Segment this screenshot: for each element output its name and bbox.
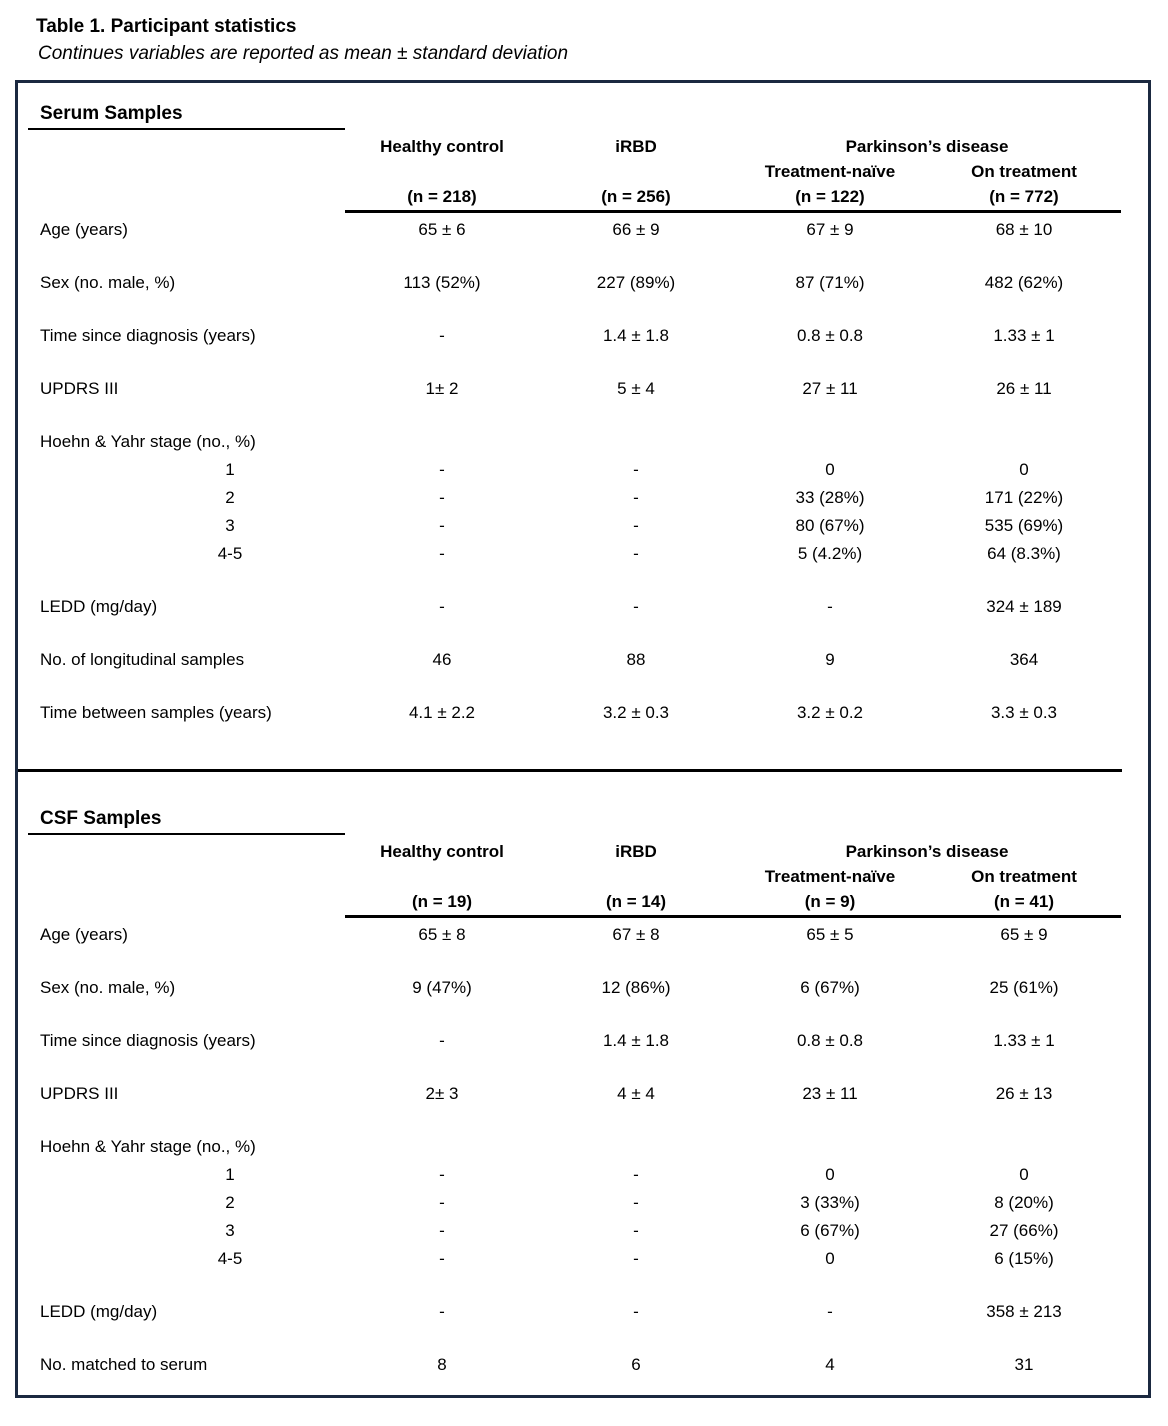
cell-treatment-naive: 0 <box>825 1249 835 1268</box>
cell-treatment-naive: - <box>827 597 833 616</box>
cell-on-treatment: 364 <box>1009 650 1039 669</box>
cell-healthy-control: - <box>439 460 445 479</box>
table-row <box>28 1082 1148 1106</box>
table-row <box>28 1300 1148 1324</box>
cell-treatment-naive: 33 (28%) <box>795 488 865 507</box>
table-caption-title: Table 1. Participant statistics <box>36 16 297 37</box>
table-row <box>28 923 1148 947</box>
column-header-irbd: iRBD <box>615 137 657 156</box>
cell-on-treatment <box>927 430 1121 454</box>
table-row <box>28 486 1148 510</box>
column-header-irbd: iRBD <box>615 842 657 861</box>
cell-irbd: 66 ± 9 <box>612 220 660 239</box>
cell-healthy-control: - <box>439 488 445 507</box>
cell-irbd: 67 ± 8 <box>612 925 660 944</box>
cell-treatment-naive: 0.8 ± 0.8 <box>796 1031 864 1050</box>
table-row <box>28 1247 1148 1271</box>
row-label: LEDD (mg/day) <box>40 597 158 616</box>
cell-healthy-control: 1± 2 <box>425 379 459 398</box>
cell-treatment-naive: 3 (33%) <box>800 1193 860 1212</box>
row-label: No. matched to serum <box>40 1355 208 1374</box>
cell-irbd: - <box>633 516 639 535</box>
column-subheader-treatment-naive: Treatment-naïve <box>764 162 896 181</box>
row-label: Sex (no. male, %) <box>40 978 176 997</box>
cell-on-treatment: 27 (66%) <box>989 1221 1059 1240</box>
sample-size-healthy-control: (n = 218) <box>407 187 477 206</box>
header-spacer <box>28 134 345 159</box>
cell-treatment-naive: 9 <box>825 650 835 669</box>
table-row <box>28 976 1148 1000</box>
column-header-healthy-control: Healthy control <box>380 842 504 861</box>
cell-on-treatment: 0 <box>1019 1165 1029 1184</box>
cell-healthy-control: - <box>439 1302 445 1321</box>
header-spacer <box>28 889 345 914</box>
column-subheader-on-treatment: On treatment <box>971 162 1077 181</box>
header-rule <box>345 915 1121 918</box>
section-rows <box>28 218 1148 725</box>
cell-on-treatment: 3.3 ± 0.3 <box>990 703 1058 722</box>
table-row <box>28 542 1148 566</box>
cell-on-treatment: 64 (8.3%) <box>987 544 1061 563</box>
column-subheader-on-treatment: On treatment <box>971 867 1077 886</box>
cell-irbd: - <box>633 597 639 616</box>
cell-on-treatment: 68 ± 10 <box>995 220 1053 239</box>
row-label: LEDD (mg/day) <box>40 1302 158 1321</box>
row-label: UPDRS III <box>40 1084 119 1103</box>
row-label: Age (years) <box>40 925 128 944</box>
table-frame <box>15 80 1151 1398</box>
row-label: UPDRS III <box>40 379 119 398</box>
cell-treatment-naive: 6 (67%) <box>800 978 860 997</box>
cell-treatment-naive: 67 ± 9 <box>806 220 854 239</box>
cell-on-treatment: 26 ± 13 <box>995 1084 1053 1103</box>
row-label: 2 <box>225 488 235 507</box>
cell-on-treatment: 65 ± 9 <box>1000 925 1048 944</box>
section-heading: CSF Samples <box>40 808 162 829</box>
cell-treatment-naive: 0.8 ± 0.8 <box>796 326 864 345</box>
cell-treatment-naive: 5 (4.2%) <box>797 544 863 563</box>
row-label: 1 <box>225 460 235 479</box>
cell-treatment-naive: 87 (71%) <box>795 273 865 292</box>
cell-healthy-control: 65 ± 8 <box>418 925 466 944</box>
cell-on-treatment: 171 (22%) <box>984 488 1064 507</box>
section-heading-underline <box>28 103 345 130</box>
row-label: 2 <box>225 1193 235 1212</box>
cell-on-treatment: 482 (62%) <box>984 273 1064 292</box>
cell-irbd: 3.2 ± 0.3 <box>602 703 670 722</box>
cell-on-treatment: 0 <box>1019 460 1029 479</box>
cell-irbd: 5 ± 4 <box>617 379 655 398</box>
cell-irbd: - <box>633 1249 639 1268</box>
cell-irbd: 4 ± 4 <box>617 1084 655 1103</box>
cell-on-treatment: 535 (69%) <box>984 516 1064 535</box>
cell-on-treatment: 8 (20%) <box>994 1193 1054 1212</box>
header-rule <box>345 210 1121 213</box>
cell-healthy-control <box>345 430 539 454</box>
table-section <box>18 83 1148 725</box>
row-label: 1 <box>225 1165 235 1184</box>
cell-healthy-control: 113 (52%) <box>403 273 481 292</box>
cell-irbd <box>539 430 733 454</box>
cell-healthy-control: - <box>439 597 445 616</box>
column-header-parkinsons-disease: Parkinson’s disease <box>845 842 1009 861</box>
cell-irbd: - <box>633 1302 639 1321</box>
table-row <box>28 1029 1148 1053</box>
row-label: Time since diagnosis (years) <box>40 1031 256 1050</box>
cell-irbd: 1.4 ± 1.8 <box>602 1031 670 1050</box>
table-row <box>28 514 1148 538</box>
cell-healthy-control: - <box>439 326 445 345</box>
column-header-row <box>28 839 1148 864</box>
cell-healthy-control: - <box>439 516 445 535</box>
table-section <box>18 788 1148 1377</box>
cell-on-treatment: 1.33 ± 1 <box>993 326 1055 345</box>
cell-treatment-naive: 27 ± 11 <box>802 379 858 398</box>
cell-on-treatment: 25 (61%) <box>989 978 1059 997</box>
cell-treatment-naive: 4 <box>825 1355 835 1374</box>
sample-size-healthy-control: (n = 19) <box>412 892 472 911</box>
cell-on-treatment: 31 <box>1014 1355 1034 1374</box>
row-label: 3 <box>225 516 235 535</box>
row-label: Time between samples (years) <box>40 703 272 722</box>
cell-healthy-control <box>345 1135 539 1159</box>
cell-healthy-control: - <box>439 1165 445 1184</box>
cell-irbd: 12 (86%) <box>601 978 671 997</box>
table-caption <box>0 0 1168 65</box>
cell-healthy-control: 65 ± 6 <box>418 220 466 239</box>
cell-treatment-naive: 6 (67%) <box>800 1221 860 1240</box>
table-caption-subtitle: Continues variables are reported as mean ± standard deviation <box>38 43 569 64</box>
cell-treatment-naive <box>733 430 927 454</box>
column-header-healthy-control: Healthy control <box>380 137 504 156</box>
cell-healthy-control: - <box>439 1193 445 1212</box>
section-heading-underline <box>28 808 345 835</box>
cell-irbd: 1.4 ± 1.8 <box>602 326 670 345</box>
cell-healthy-control: - <box>439 1031 445 1050</box>
row-label: No. of longitudinal samples <box>40 650 245 669</box>
table-row <box>28 430 1148 454</box>
table-row <box>28 595 1148 619</box>
table-row <box>28 1353 1148 1377</box>
cell-treatment-naive: 0 <box>825 1165 835 1184</box>
row-label: Time since diagnosis (years) <box>40 326 256 345</box>
sample-size-row <box>28 889 1148 914</box>
column-header-parkinsons-disease: Parkinson’s disease <box>845 137 1009 156</box>
cell-treatment-naive: 0 <box>825 460 835 479</box>
table-row <box>28 324 1148 348</box>
row-label: Hoehn & Yahr stage (no., %) <box>40 432 256 451</box>
sample-size-treatment-naive: (n = 9) <box>804 892 856 911</box>
cell-treatment-naive: 23 ± 11 <box>802 1084 858 1103</box>
sample-size-irbd: (n = 256) <box>601 187 671 206</box>
table-row <box>28 1135 1148 1159</box>
cell-irbd: 88 <box>626 650 646 669</box>
cell-irbd: - <box>633 1165 639 1184</box>
cell-on-treatment <box>927 1135 1121 1159</box>
cell-on-treatment: 6 (15%) <box>994 1249 1054 1268</box>
row-label: 4-5 <box>217 544 243 563</box>
cell-healthy-control: 8 <box>437 1355 447 1374</box>
cell-healthy-control: 4.1 ± 2.2 <box>408 703 476 722</box>
row-label: 3 <box>225 1221 235 1240</box>
table-row <box>28 377 1148 401</box>
cell-treatment-naive: - <box>827 1302 833 1321</box>
sample-size-on-treatment: (n = 41) <box>994 892 1054 911</box>
cell-healthy-control: - <box>439 1221 445 1240</box>
sample-size-on-treatment: (n = 772) <box>989 187 1059 206</box>
header-spacer <box>28 839 345 864</box>
section-divider <box>18 769 1122 772</box>
sample-size-row <box>28 184 1148 209</box>
cell-treatment-naive: 80 (67%) <box>795 516 865 535</box>
cell-irbd: - <box>633 1193 639 1212</box>
column-subheader-treatment-naive: Treatment-naïve <box>764 867 896 886</box>
cell-on-treatment: 26 ± 11 <box>996 379 1052 398</box>
section-rows <box>28 923 1148 1377</box>
table-row <box>28 648 1148 672</box>
header-spacer <box>28 184 345 209</box>
row-label: Age (years) <box>40 220 128 239</box>
cell-healthy-control: 9 (47%) <box>412 978 472 997</box>
column-subheader-row <box>28 864 1148 889</box>
column-subheader-row <box>28 159 1148 184</box>
table-row <box>28 271 1148 295</box>
cell-treatment-naive: 65 ± 5 <box>806 925 854 944</box>
cell-healthy-control: 46 <box>432 650 452 669</box>
table-row <box>28 1163 1148 1187</box>
cell-irbd: 227 (89%) <box>596 273 676 292</box>
table-row <box>28 1191 1148 1215</box>
row-label: Hoehn & Yahr stage (no., %) <box>40 1137 256 1156</box>
table-row <box>28 1219 1148 1243</box>
sample-size-treatment-naive: (n = 122) <box>795 187 865 206</box>
cell-treatment-naive: 3.2 ± 0.2 <box>796 703 864 722</box>
cell-irbd: - <box>633 460 639 479</box>
section-heading: Serum Samples <box>40 103 183 124</box>
table-row <box>28 218 1148 242</box>
cell-irbd: - <box>633 1221 639 1240</box>
table-row <box>28 458 1148 482</box>
cell-irbd: 6 <box>631 1355 641 1374</box>
cell-healthy-control: - <box>439 544 445 563</box>
cell-irbd: - <box>633 488 639 507</box>
row-label: Sex (no. male, %) <box>40 273 176 292</box>
cell-on-treatment: 324 ± 189 <box>986 597 1062 616</box>
cell-healthy-control: 2± 3 <box>425 1084 459 1103</box>
column-header-row <box>28 134 1148 159</box>
sample-size-irbd: (n = 14) <box>606 892 666 911</box>
table-row <box>28 701 1148 725</box>
cell-on-treatment: 358 ± 213 <box>986 1302 1062 1321</box>
cell-irbd <box>539 1135 733 1159</box>
cell-treatment-naive <box>733 1135 927 1159</box>
cell-irbd: - <box>633 544 639 563</box>
row-label: 4-5 <box>217 1249 243 1268</box>
cell-on-treatment: 1.33 ± 1 <box>993 1031 1055 1050</box>
cell-healthy-control: - <box>439 1249 445 1268</box>
